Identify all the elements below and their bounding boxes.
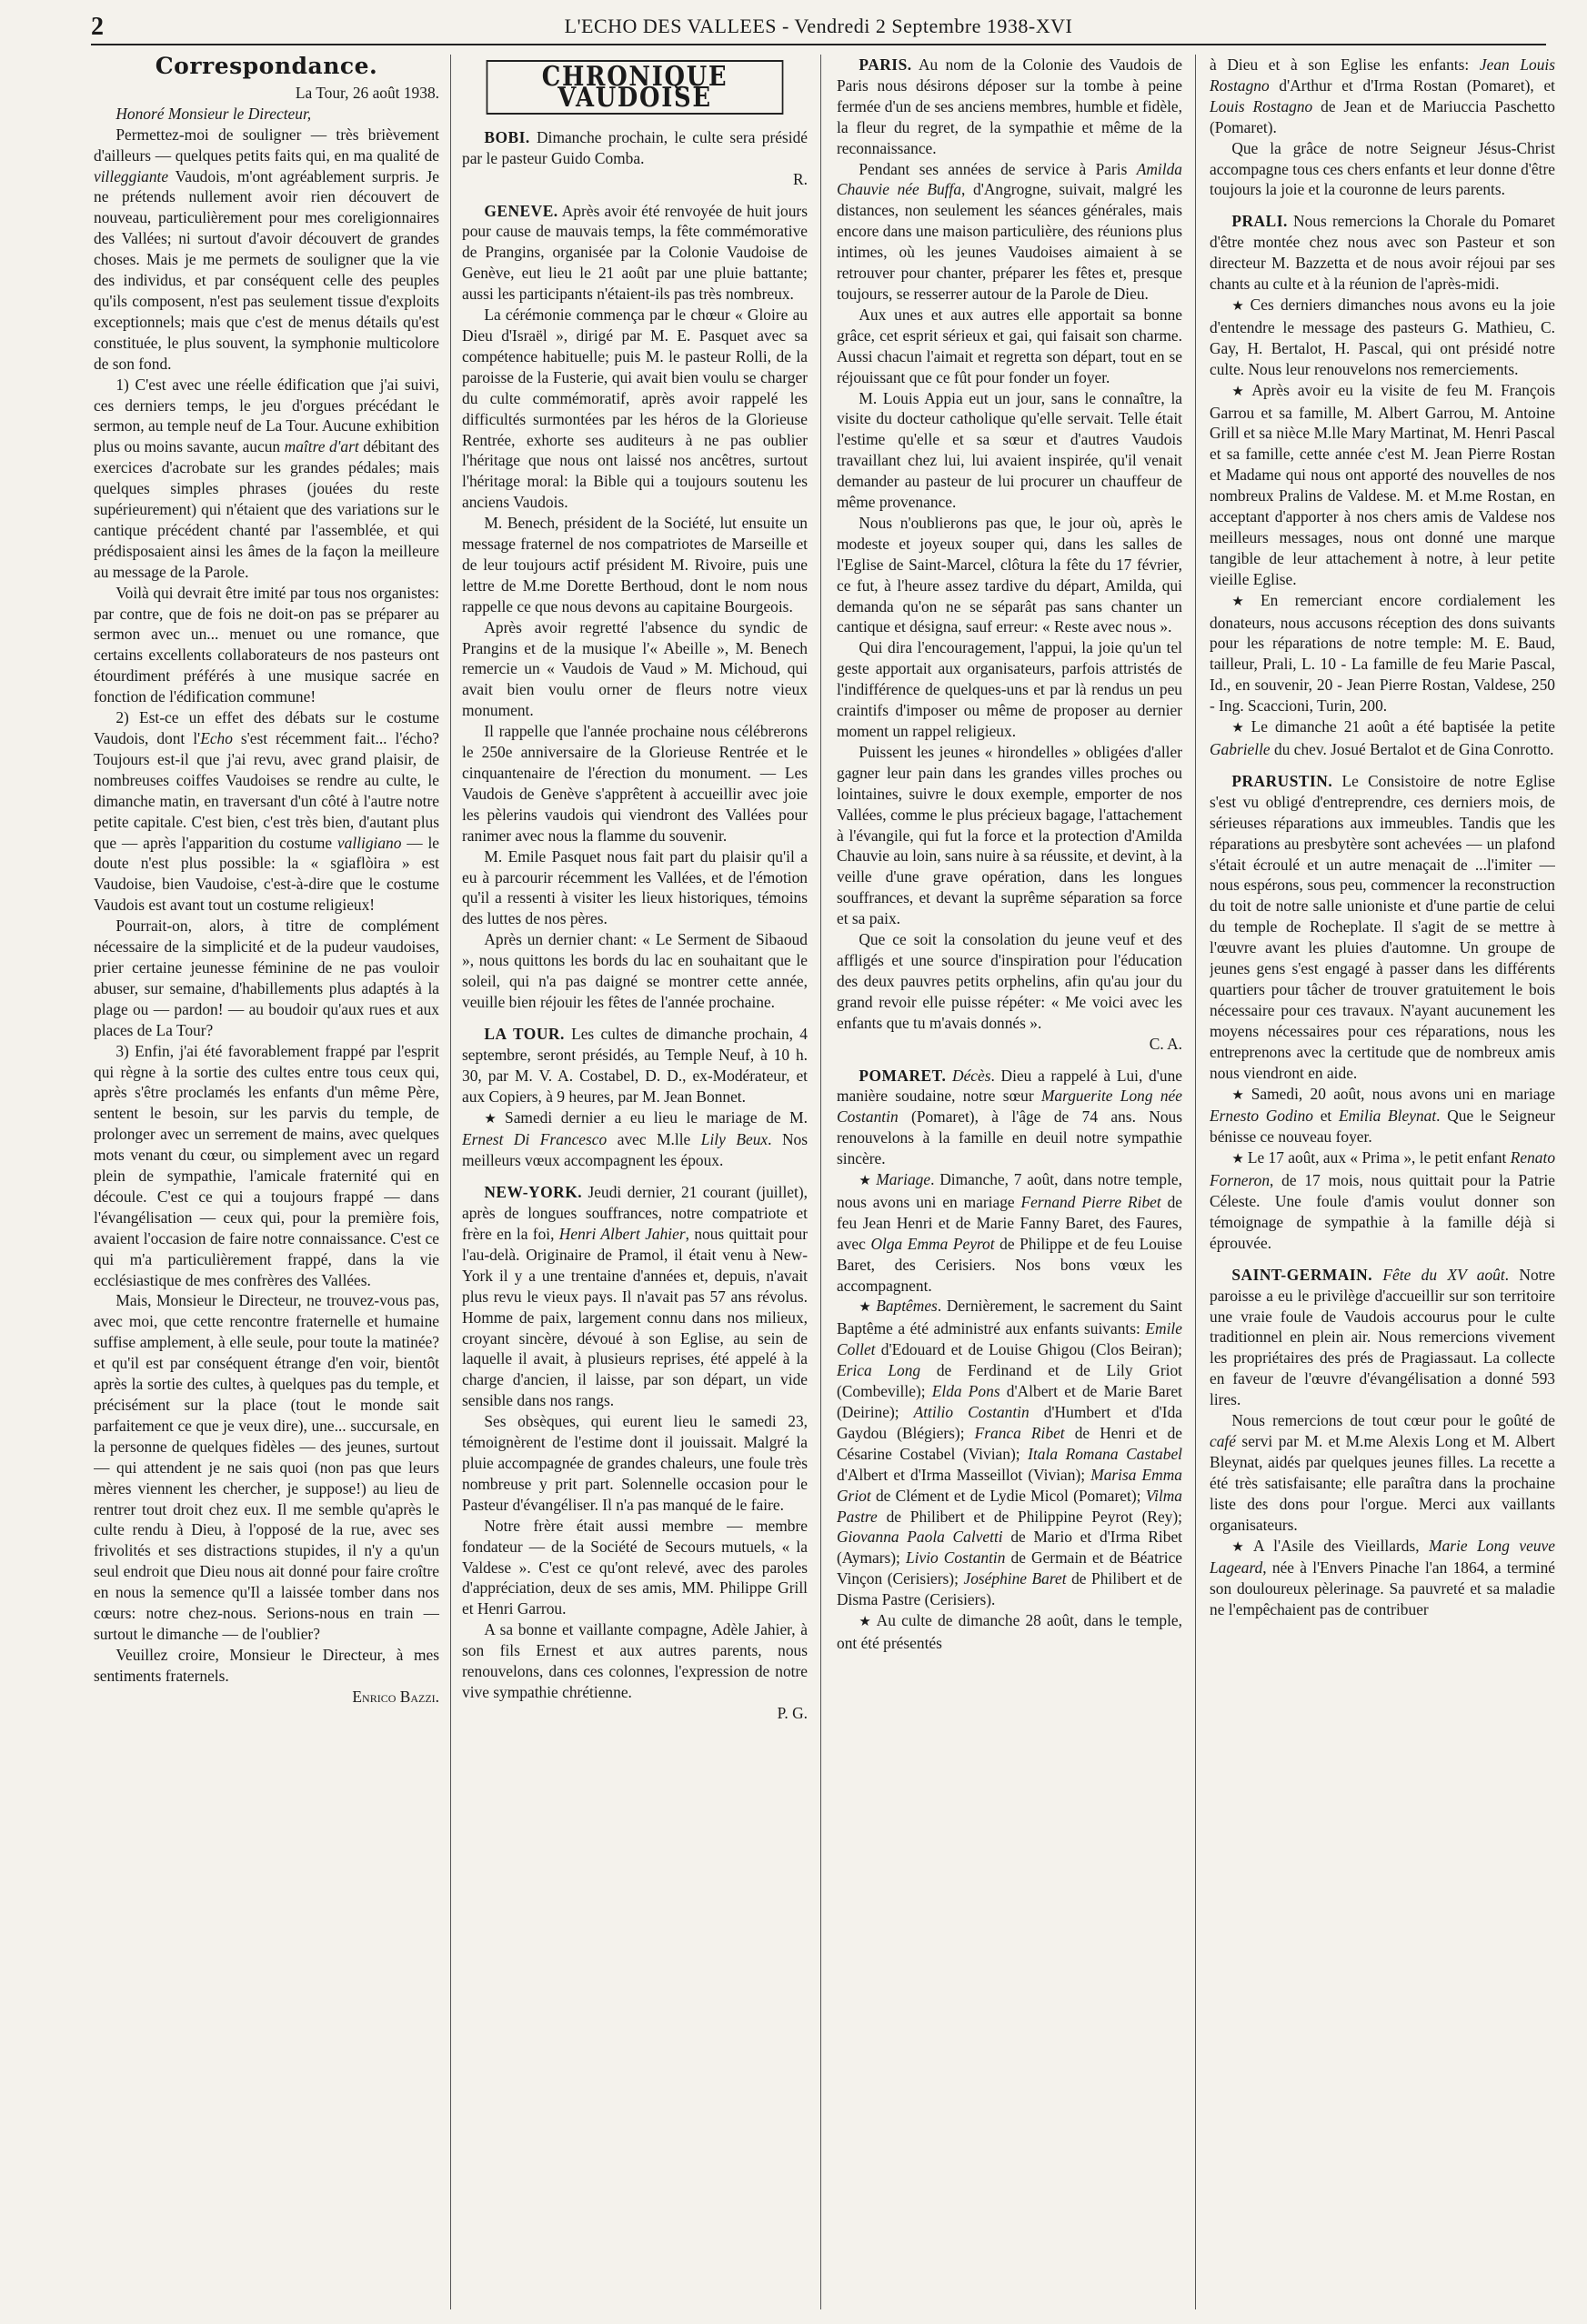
paragraph: Pourrait-on, alors, à titre de complément nécessaire de la simplicité et de la pudeur vaudoises, prier certaine jeunesse féminine de ne pas vouloir abuser, sur semaine, d'habillements plus adaptés à la plage ou — pardon! — au boudoir qu'aux rues et aux places de La Tour?: [94, 917, 439, 1039]
paragraph: à Dieu et à son Eglise les enfants: Jean Louis Rostagno d'Arthur et d'Irma Rostan (Pomaret), et Louis Rostagno de Jean et de Mariuccia Paschetto (Pomaret).: [1210, 55, 1555, 136]
page-header: [91, 13, 1546, 45]
column-chronique: [462, 55, 808, 2309]
paragraph: ★ Samedi dernier a eu lieu le mariage de M. Ernest Di Francesco avec M.lle Lily Beux. Nos meilleurs vœux accompagnent les époux.: [462, 1107, 808, 1170]
paragraph: Aux unes et aux autres elle apportait sa bonne grâce, cet esprit sérieux et gai, qui faisait son charme. Aussi chacun l'aimait et regretta son départ, tout en se réjouissant que ce fût pour fonder un foyer.: [837, 305, 1182, 386]
paragraph: 3) Enfin, j'ai été favorablement frappé par l'esprit qui règne à la sortie des cultes entre tous ceux qui, après s'être proclamés les enfants d'un même Père, sentent le besoin, sur les parvis du temple, de prolonger avec un serrement de mains, avec quelques mots venant du cœur, ou simplement avec un regard plein de sympathie, l'amicale fraternité qui en découle. C'est ce qui a toujours frappé — dans l'évangélisation — ceux qui, pour la première fois, avaient l'occasion de faire notre connaissance. C'est ce qui m'a particulièrement frappé, dans la vie ecclésiastique de mes confrères des Vallées.: [94, 1041, 439, 1289]
paragraph: 2) Est-ce un effet des débats sur le costume Vaudois, dont l'Echo s'est récemment fait... l'écho? Toujours est-il que j'ai revu, avec grand plaisir, de nombreuses coiffes Vaudoises se rendre au culte, le dimanche matin, en traversant d'un côté à l'autre notre petite capitale. C'est bien, c'est très bien, d'autant plus que — après l'apparition du costume valligiano — le doute n'est plus possible: la « sgiaflòira » est Vaudoise, bien Vaudoise, c'est-à-dire que le costume Vaudois est avant tout un costume religieux!: [94, 708, 439, 915]
signature: Enrico Bazzi.: [352, 1687, 439, 1706]
paragraph: Que ce soit la consolation du jeune veuf et des affligés et une source d'inspiration pour l'éducation des deux pauvres petits orphelins, afin qu'au jour du grand revoir elle puisse répéter: « Me voici avec les enfants que tu m'avais donnés ».: [837, 930, 1182, 1032]
salutation: Honoré Monsieur le Directeur,: [116, 104, 312, 123]
paragraph: ★ Samedi, 20 août, nous avons uni en mariage Ernesto Godino et Emilia Bleynat. Que le Seigneur bénisse ce nouveau foyer.: [1210, 1084, 1555, 1147]
paragraph: ★ A l'Asile des Vieillards, Marie Long veuve Lageard, née à l'Envers Pinache l'an 1864, a terminé son douloureux pèlerinage. Sa pauvreté et sa maladie ne l'empêchaient pas de contribuer: [1210, 1536, 1555, 1619]
signature: C. A.: [1149, 1034, 1182, 1053]
column-rule: [450, 55, 451, 2309]
paragraph: Puissent les jeunes « hirondelles » obligées d'aller gagner leur pain dans les grandes villes proches ou lointaines, suivre le doux exemple, emporter de nos Vallées, comme le plus précieux bagage, l'attachement à l'évangile, qui fut la force et la protection d'Amilda Chauvie au loin, sans nuire à sa réussite, et devint, à la veille d'une grave opération, dans les longues souffrances, et devant la suprême séparation sa force et sa paix.: [837, 742, 1182, 928]
paragraph: A sa bonne et vaillante compagne, Adèle Jahier, à son fils Ernest et aux autres parents, nous renouvelons, dans ces colonnes, l'expression de notre vive sympathie chrétienne.: [462, 1620, 808, 1701]
star-icon: ★: [1231, 1152, 1244, 1167]
paragraph: Après avoir regretté l'absence du syndic de Prangins et de la musique l'« Abeille », M. Benech remercie un « Vaudois de Vaud » M. Michoud, qui avait bien voulu orner de fleurs notre vieux monument.: [462, 617, 808, 720]
news-item: PRALI. Nous remercions la Chorale du Pomaret d'être montée chez nous avec son Pasteur et son directeur M. Bazzetta et de nous avoir réjoui par ses chants au culte et à la réunion de l'après-midi.: [1210, 212, 1555, 294]
page-number: 2: [91, 13, 104, 41]
paragraph: M. Emile Pasquet nous fait part du plaisir qu'il a eu à parcourir récemment les Vallées, et de l'émotion qu'il a ressenti à visiter les lieux historiques, témoins des luttes de nos pères.: [462, 846, 808, 928]
masthead: L'ECHO DES VALLEES - Vendredi 2 Septembre 1938-XVI: [564, 15, 1073, 37]
news-item: SAINT-GERMAIN. Fête du XV août. Notre paroisse a eu le privilège d'accueillir sur son territoire une vraie foule de Vaudois accourus pour le culte traditionnel en plein air. Nous remercions vivement les propriétaires des prés de Pragiassaut. La collecte en faveur de l'œuvre d'évangélisation a donné 593 lires.: [1210, 1265, 1555, 1409]
signature: P. G.: [777, 1703, 808, 1722]
section-title: Correspondance.: [155, 55, 378, 79]
paragraph: ★ Le dimanche 21 août a été baptisée la petite Gabrielle du chev. Josué Bertalot et de Gina Conrotto.: [1210, 717, 1555, 758]
news-item: PRARUSTIN. Le Consistoire de notre Eglise s'est vu obligé d'entreprendre, ces derniers mois, de sérieuses réparations aux immeubles. Tandis que les réparations au presbytère sont achevées — un plafond s'était écroulé et un autre menaçait de ...l'imiter — nous espérons, sous peu, commencer la reconstruction du toit de notre salle unioniste et d'une partie de celui du temple de Rocheplate. Il s'agit de se mettre à l'œuvre avant les pluies d'automne. Un groupe de jeunes gens s'est engagé à passer dans les différents quartiers pour tâcher de trouver gratuitement le bois nécessaire pour ces travaux. N'ayant aucunement les moyens nécessaires pour ces réparations, nous les entreprenons avec la certitude que de nombreux amis nous viendront en aide.: [1210, 771, 1555, 1082]
star-icon: ★: [1231, 384, 1249, 399]
paragraph: Notre frère était aussi membre — membre fondateur — de la Société de Secours mutuels, « la Valdese ». C'est ce qu'ont relevé, avec des paroles d'appréciation, deux de ses amis, MM. Philippe Grill et Henri Garrou.: [462, 1516, 808, 1618]
paragraph: 1) C'est avec une réelle édification que j'ai suivi, ces derniers temps, le jeu d'orgues précédant le sermon, au temple neuf de La Tour. Aucune exhibition plus ou moins savante, aucun maître d'art débitant des exercices d'acrobate sur les grandes pédales; mais quelques simples phrases (jouées du reste supérieurement) qui n'étaient que des variations sur le cantique précédent chanté par l'assemblée, et qui prédisposaient ainsi les âmes de la façon la meilleure au message de la Parole.: [94, 375, 439, 581]
star-icon: ★: [859, 1300, 873, 1316]
column-prali-prarustin: [1210, 55, 1555, 2309]
paragraph: Pendant ses années de service à Paris Amilda Chauvie née Buffa, d'Angrogne, suivait, malgré les distances, non seulement les séances générales, mais encore dans une maison particulière, des réunions plus intimes, où les jeunes Vaudoises aimaient à se retrouver pour chanter, préparer les fêtes et, presque toujours, se resserrer autour de la Parole de Dieu.: [837, 159, 1182, 303]
paragraph: Ses obsèques, qui eurent lieu le samedi 23, témoignèrent de l'estime dont il jouissait. Malgré la pluie accompagnée de grandes chaleurs, une foule très nombreuse y prit part. Solennelle occasion pour le Pasteur d'évangéliser. Il n'a pas manqué de le faire.: [462, 1412, 808, 1514]
paragraph: Il rappelle que l'année prochaine nous célébrerons le 250e anniversaire de la Glorieuse Rentrée et le cinquantenaire de l'érection du monument. — Les Vaudois de Genève s'apprêtent à accueillir avec joie les pèlerins vaudois qui viendront des Vallées pour ranimer avec nous la flamme du souvenir.: [462, 722, 808, 845]
star-icon: ★: [1231, 1087, 1248, 1103]
star-icon: ★: [1231, 594, 1257, 609]
star-icon: ★: [484, 1111, 502, 1127]
news-item: POMARET. Décès. Dieu a rappelé à Lui, d'une manière soudaine, notre sœur Marguerite Long née Costantin (Pomaret), à l'âge de 74 ans. Nous renouvelons à la famille en deuil notre sympathie sincère.: [837, 1066, 1182, 1168]
news-item: NEW-YORK. Jeudi dernier, 21 courant (juillet), après de longues souffrances, notre compatriote et frère en la foi, Henri Albert Jahier, nous quittait pour l'au-delà. Originaire de Pramol, il était venu à New-York il y a une trentaine d'années et, depuis, n'avait plus revu le vieux pays. Il n'avait pas 57 ans révolus. Homme de paix, largement connu dans nos milieux, croyant sincère, dévoué à son Eglise, au sein de laquelle il avait, à plusieurs reprises, été appelé à la charge d'ancien, il laisse, par son départ, un vide sensible dans nos rangs.: [462, 1183, 808, 1410]
star-icon: ★: [859, 1174, 873, 1189]
paragraph: ★ Ces derniers dimanches nous avons eu la joie d'entendre le message des pasteurs G. Mathieu, C. Gay, H. Bertalot, H. Pascal, qui ont présidé notre culte. Nous leur renouvelons nos remerciements.: [1210, 295, 1555, 378]
paragraph: ★ Mariage. Dimanche, 7 août, dans notre temple, nous avons uni en mariage Fernand Pierre Ribet de feu Jean Henri et de Marie Fanny Baret, des Faures, avec Olga Emma Peyrot de Philippe et de feu Louise Baret, des Cerisiers. Nos bons vœux les accompagnent.: [837, 1170, 1182, 1295]
column-rule: [820, 55, 821, 2309]
paragraph: Qui dira l'encouragement, l'appui, la joie qu'un tel geste apportait aux organisateurs, parfois attristés de l'indifférence de quelques-uns et par là rendus un peu craintifs d'imposer ou même de proposer au dernier moment un rappel religieux.: [837, 638, 1182, 740]
star-icon: ★: [1231, 1539, 1250, 1555]
column-paris-pomaret: [837, 55, 1182, 2309]
column-rule: [1195, 55, 1196, 2309]
paragraph: La cérémonie commença par le chœur « Gloire au Dieu d'Israël », dirigé par M. E. Pasquet avec sa compétence habituelle; puis M. le pasteur Rolli, de la paroisse de la Fusterie, qui avait bien voulu se charger du culte commémoratif, après avoir rappelé les difficultés surmontées par les héros de la Glorieuse Rentrée, exhorte ses auditeurs à ne pas oublier l'héritage que nous ont laissé nos ancêtres, surtout l'héritage moral: la Bible qui a toujours soutenu les anciens Vaudois.: [462, 306, 808, 512]
paragraph: ★ En remerciant encore cordialement les donateurs, nous accusons réception des dons suivants pour les réparations de notre temple: M. E. Baud, tailleur, Prali, L. 10 - La famille de feu Marie Pascal, Id., en souvenir, 20 - Jean Pierre Rostan, Valdese, 250 - Ing. Scaccioni, Turin, 200.: [1210, 590, 1555, 716]
paragraph: Veuillez croire, Monsieur le Directeur, à mes sentiments fraternels.: [94, 1645, 439, 1685]
paragraph: Nous remercions de tout cœur pour le goûté de café servi par M. et M.me Alexis Long et M. Albert Bleynat, aidés par quelques jeunes filles. La recette a été très satisfaisante; elle paraîtra dans la prochaine liste des dons pour l'orgue. Merci aux vaillants organisateurs.: [1210, 1411, 1555, 1534]
paragraph: Voilà qui devrait être imité par tous nos organistes: par contre, que de fois ne doit-on pas se préparer au sermon avec un... menuet ou une romance, que certains excellents collaborateurs de nos pasteurs ont étourdiment préférés à une musique sacrée en fonction de l'édification commune!: [94, 583, 439, 706]
section-title: CHRONIQUE VAUDOISE: [487, 60, 784, 115]
signature: R.: [793, 169, 808, 188]
star-icon: ★: [1231, 298, 1247, 314]
news-item: LA TOUR. Les cultes de dimanche prochain, 4 septembre, seront présidés, au Temple Neuf, à 10 h. 30, par M. V. A. Costabel, D. D., ex-Modérateur, et aux Copiers, à 9 heures, par M. Jean Bonnet.: [462, 1024, 808, 1106]
paragraph: Après un dernier chant: « Le Serment de Sibaoud », nous quittons les bords du lac en souhaitant que le soleil, qui n'a pas daigné se montrer cette année, veuille bien réjouir les fêtes de l'année prochaine.: [462, 930, 808, 1011]
paragraph: Permettez-moi de souligner — très brièvement d'ailleurs — quelques petits faits qui, en ma qualité de villeggiante Vaudois, m'ont agréablement surpris. Je ne prétends nullement avoir rien découvert de nouveau, particulièrement pour mes coreligionnaires des Vallées; ni surtout d'avoir découvert de grandes choses. Mais je me permets de souligner que la vie des individus, et par conséquent celle des peuples qu'ils composent, n'est pas seulement tissue d'exploits exceptionnels; mais que c'est de menus détails qu'est constituée, le plus souvent, la symphonie multicolore de son fond.: [94, 125, 439, 373]
star-icon: ★: [1231, 721, 1248, 736]
paragraph: ★ Le 17 août, aux « Prima », le petit enfant Renato Forneron, de 17 mois, nous quittait pour la Patrie Céleste. Une foule d'amis voulut donner son témoignage de sympathie à la famille déjà si éprouvée.: [1210, 1148, 1555, 1252]
paragraph: Nous n'oublierons pas que, le jour où, après le modeste et joyeux souper qui, dans les salles de l'Eglise de Saint-Marcel, clôtura la fête du 17 février, ce fut, à l'heure assez tardive du départ, Amilda, qui demanda qu'on ne se séparât pas sans chanter un cantique et désigna, sauf erreur: « Reste avec nous ».: [837, 513, 1182, 636]
dateline: La Tour, 26 août 1938.: [295, 83, 439, 102]
paragraph: M. Benech, président de la Société, lut ensuite un message fraternel de nos compatriotes de Marseille et de leur toujours actif président M. Rivoire, puis une lettre de M.me Dorette Berthoud, dont le nom nous rappelle ce que nous devons au capitaine Bourgeois.: [462, 514, 808, 616]
paragraph: ★ Après avoir eu la visite de feu M. François Garrou et sa famille, M. Albert Garrou, M. Antoine Grill et sa nièce M.lle Mary Martinat, M. Henri Pascal et sa famille, cette année c'est M. Jean Pierre Rostan et Madame qui nous ont apporté des nouvelles de nos nombreux Pralins de Valdese. M. et M.me Rostan, en acceptant d'apporter à nos chers amis de Valdese nos meilleurs messages, nous ont donné une marque tangible de leur attachement à notre, à leur petite vieille Eglise.: [1210, 380, 1555, 588]
news-item: GENEVE. Après avoir été renvoyée de huit jours pour cause de mauvais temps, la fête commémorative de Prangins, organisée par la Colonie Vaudoise de Genève, eut lieu le 21 août par une pluie battante; aussi les participants n'étaient-ils pas très nombreux.: [462, 201, 808, 304]
news-item: BOBI. Dimanche prochain, le culte sera présidé par le pasteur Guido Comba.: [462, 127, 808, 167]
paragraph: ★ Baptêmes. Dernièrement, le sacrement du Saint Baptême a été administré aux enfants suivants: Emile Collet d'Edouard et de Louise Ghigou (Clos Beiran); Erica Long de Ferdinand et de Lily Griot (Combeville); Elda Pons d'Albert et de Marie Baret (Deirine); Attilio Costantin d'Humbert et d'Ida Gaydou (Blégiers); Franca Ribet de Henri et de Césarine Costabel (Vivian); Itala Romana Castabel d'Albert et d'Irma Masseillot (Vivian); Marisa Emma Griot de Clément et de Lydie Micol (Pomaret); Vilma Pastre de Philibert et de Philippine Peyrot (Rey); Giovanna Paola Calvetti de Mario et d'Irma Ribet (Aymars); Livio Costantin de Germain et de Béatrice Vinçon (Cerisiers); Joséphine Baret de Philibert et de Disma Pastre (Cerisiers).: [837, 1297, 1182, 1609]
paragraph: Que la grâce de notre Seigneur Jésus-Christ accompagne tous ces chers enfants et leur donne d'être toujours la joie et la couronne de leurs parents.: [1210, 138, 1555, 199]
star-icon: ★: [859, 1615, 873, 1630]
paragraph: ★ Au culte de dimanche 28 août, dans le temple, ont été présentés: [837, 1611, 1182, 1652]
column-correspondance: [94, 55, 439, 2309]
paragraph: M. Louis Appia eut un jour, sans le connaître, la visite du docteur catholique qu'elle servait. Telle était l'estime qu'elle et sa sœur et d'autres Vaudois travaillant chez lui, lui avaient inspirée, qu'il venait demander au pasteur de lui procurer un chauffeur de même provenance.: [837, 388, 1182, 512]
news-item: PARIS. Au nom de la Colonie des Vaudois de Paris nous désirons déposer sur la tombe à peine fermée d'un de ses anciens membres, humble et fidèle, la fleur du regret, de la sympathie et même de la reconnaissance.: [837, 55, 1182, 157]
paragraph: Mais, Monsieur le Directeur, ne trouvez-vous pas, avec moi, que cette rencontre fraternelle et humaine suffise amplement, à elle seule, pour toute la matinée? et qu'il est par conséquent étrange d'en voir, bientôt après la sortie des cultes, à quelques pas du temple, et précisément sur la place (tout le monde sait parfaitement ce que je veux dire), une... succursale, en la personne de quelques fidèles — des jeunes, surtout — qui attendent je ne sais quoi (non pas que leurs mères viennent les chercher, je suppose!) au lieu de rentrer tout droit chez eux. Il me semble qu'après le culte rendu à Dieu, à l'opposé de la rue, avec ses frivolités et ses distractions stupides, il n'y a qu'un seul endroit que Dieu nous ait donné pour faire croître en nous la semence qu'Il a laissée tomber dans nos cœurs: notre chez-nous. Serions-nous en train — surtout le dimanche — de l'oublier?: [94, 1291, 439, 1643]
